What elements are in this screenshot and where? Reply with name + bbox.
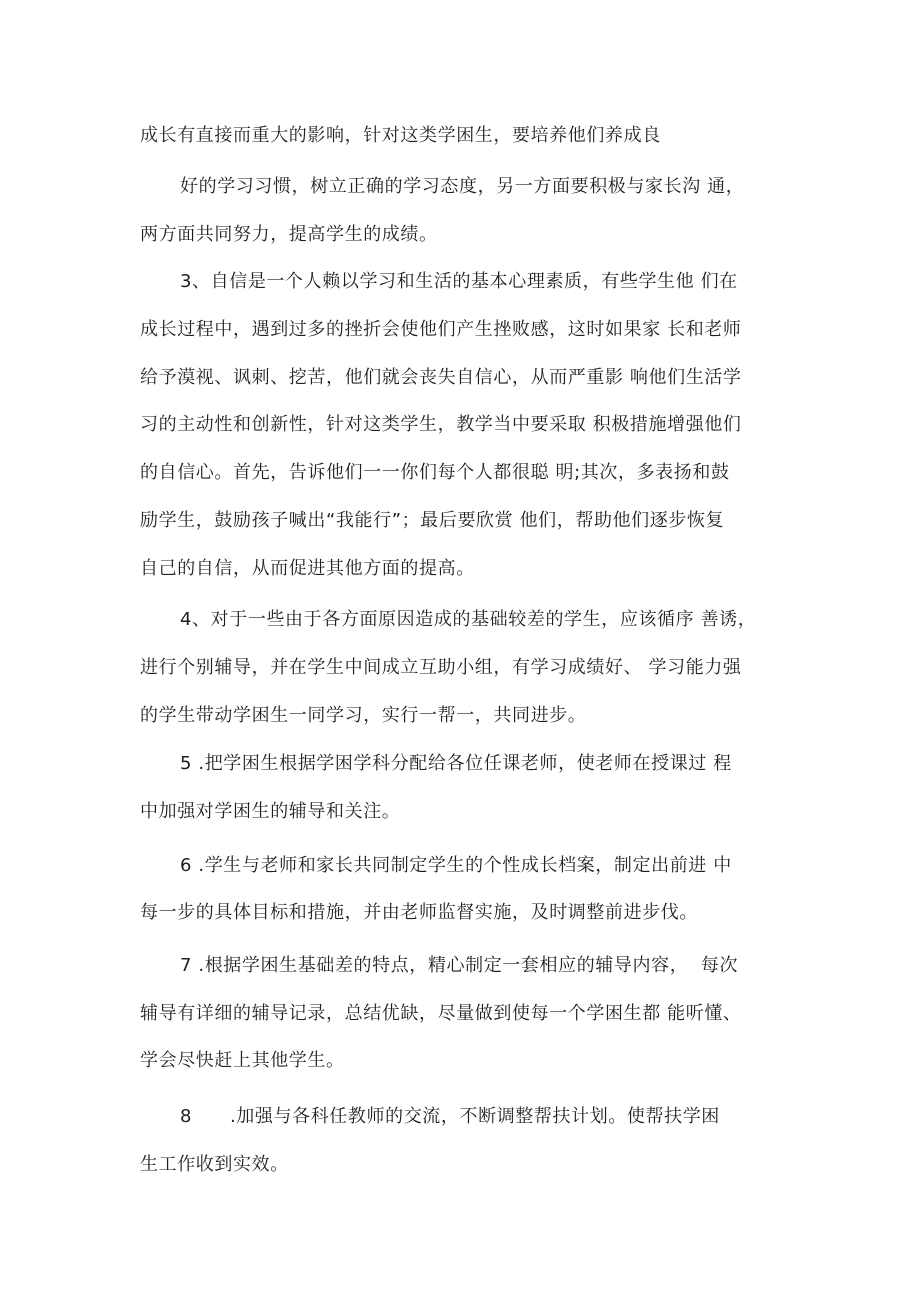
text-line: 8 .加强与各科任教师的交流，不断调整帮扶计划。使帮扶学困 bbox=[180, 1106, 720, 1127]
text-line: 中加强对学困生的辅导和关注。 bbox=[140, 801, 401, 822]
text-line: 习的主动性和创新性，针对这类学生，教学当中要采取 积极措施增强他们 bbox=[140, 414, 742, 435]
text-line: 好的学习习惯，树立正确的学习态度，另一方面要积极与家长沟 通， bbox=[180, 176, 745, 197]
text-line: 7 .根据学困生基础差的特点，精心制定一套相应的辅导内容， 每次 bbox=[180, 955, 739, 976]
text-line: 给予漠视、讽刺、挖苦，他们就会丧失自信心，从而严重影 响他们生活学 bbox=[140, 367, 742, 388]
text-line: 励学生，鼓励孩子喊出“我能行”；最后要欣赏 他们，帮助他们逐步恢复 bbox=[140, 510, 725, 531]
text-line: 成长过程中，遇到过多的挫折会使他们产生挫败感，这时如果家 长和老师 bbox=[140, 319, 742, 340]
text-line: 两方面共同努力，提高学生的成绩。 bbox=[140, 224, 438, 245]
text-line: 的学生带动学困生一同学习，实行一帮一，共同进步。 bbox=[140, 705, 587, 726]
text-line: 自己的自信，从而促进其他方面的提高。 bbox=[140, 558, 475, 579]
text-line: 3、自信是一个人赖以学习和生活的基本心理素质，有些学生他 们在 bbox=[180, 271, 738, 292]
text-line: 进行个别辅导，并在学生中间成立互助小组，有学习成绩好、 学习能力强 bbox=[140, 657, 742, 678]
text-line: 的自信心。首先，告诉他们一一你们每个人都很聪 明;其次，多表扬和鼓 bbox=[140, 462, 730, 483]
text-line: 成长有直接而重大的影响，针对这类学困生，要培养他们养成良 bbox=[140, 125, 661, 146]
text-line: 辅导有详细的辅导记录，总结优缺，尽量做到使每一个学困生都 能听懂、 bbox=[140, 1003, 742, 1024]
text-line: 学会尽快赶上其他学生。 bbox=[140, 1050, 345, 1071]
text-line: 4、对于一些由于各方面原因造成的基础较差的学生，应该循序 善诱， bbox=[180, 609, 757, 630]
text-line: 5 .把学困生根据学困学科分配给各位任课老师，使老师在授课过 程 bbox=[180, 753, 732, 774]
text-line: 每一步的具体目标和措施，并由老师监督实施，及时调整前进步伐。 bbox=[140, 902, 698, 923]
text-line: 6 .学生与老师和家长共同制定学生的个性成长档案，制定出前进 中 bbox=[180, 855, 732, 876]
text-line: 生工作收到实效。 bbox=[140, 1154, 289, 1175]
